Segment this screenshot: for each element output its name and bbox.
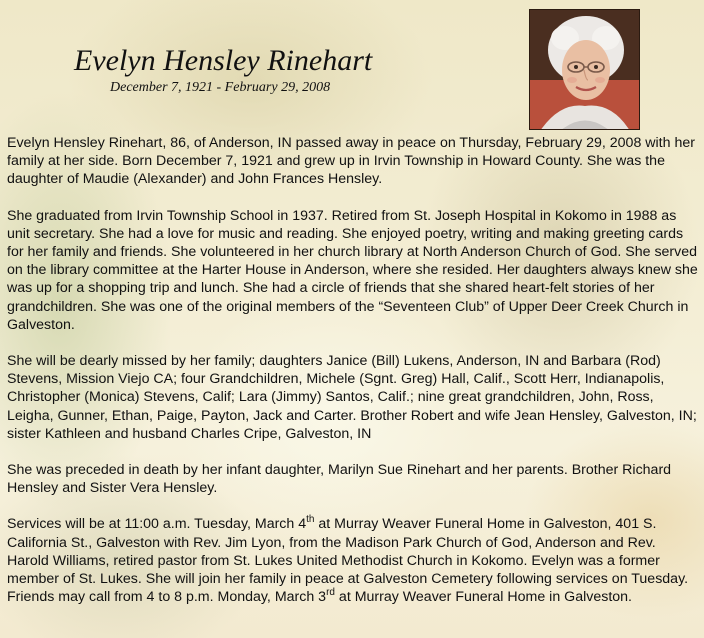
portrait-photo <box>529 9 640 130</box>
services-text-3: at Murray Weaver Funeral Home in Galveston. <box>334 589 632 606</box>
services-text-2: at Murray Weaver Funeral Home in Galveston, 401 S. California St., Galveston with Rev. Jim Lyon, from the Madison Park Church of God, Anderson and Rev. Harold Williams, retired pastor from St. Lukes United Methodist Church in Kokomo. Evelyn was a former member of St. Lukes. She will join her family in peace at Galveston Cemetery following services on Tuesday. Friends may call from 4 to 8 p.m. Monday, March 3 <box>7 516 689 606</box>
survivors-paragraph: She will be dearly missed by her family; daughters Janice (Bill) Lukens, Anderson, IN and Barbara (Rod) Stevens, Mission Viejo CA; four Grandchildren, Michele (Sgnt. Greg) Hall, Calif., Scott Herr, Indianapolis, Christopher (Monica) Stevens, Calif; Lara (Jimmy) Santos, Calif.; nine great grandchildren, John, Ross, Leigha, Gunner, Ethan, Paige, Payton, Jack and Carter. Brother Robert and wife Jean Hensley, Galveston, IN; sister Kathleen and husband Charles Cripe, Galveston, IN <box>7 353 697 442</box>
services-paragraph <box>7 515 701 606</box>
life-dates: December 7, 1921 - February 29, 2008 <box>110 80 331 95</box>
biography-paragraph: Evelyn Hensley Rinehart, 86, of Anderson, IN passed away in peace on Thursday, February 29, 2008 with her family at her side. Born December 7, 1921 and grew up in Irvin Township in Howard County. She was the daughter of Maudie (Alexander) and John Frances Hensley. <box>7 135 695 188</box>
preceded-paragraph: She was preceded in death by her infant daughter, Marilyn Sue Rinehart and her parents. Brother Richard Hensley and Sister Vera Hensley. <box>7 462 672 497</box>
portrait-photo-icon <box>530 10 640 130</box>
obituary-body <box>7 134 701 606</box>
obituary-header <box>0 0 520 130</box>
ordinal-suffix-th: th <box>306 514 315 526</box>
life-paragraph: She graduated from Irvin Township School in 1937. Retired from St. Joseph Hospital in Kokomo in 1988 as unit secretary. She had a love for music and reading. She enjoyed poetry, writing and making greeting cards for her family and friends. She volunteered in her church library at North Anderson Church of God. She served on the library committee at the Harter House in Anderson, where she resided. Her daughters always knew she was up for a shopping trip and lunch. She had a circle of friends that she shared heart-felt stories of her grandchildren. She was one of the original members of the “Seventeen Club” of Upper Deer Creek Church in Galveston. <box>7 207 698 333</box>
page-title: Evelyn Hensley Rinehart <box>74 44 373 77</box>
services-text-1: Services will be at 11:00 a.m. Tuesday, March 4 <box>7 516 307 533</box>
ordinal-suffix-rd: rd <box>326 587 335 599</box>
